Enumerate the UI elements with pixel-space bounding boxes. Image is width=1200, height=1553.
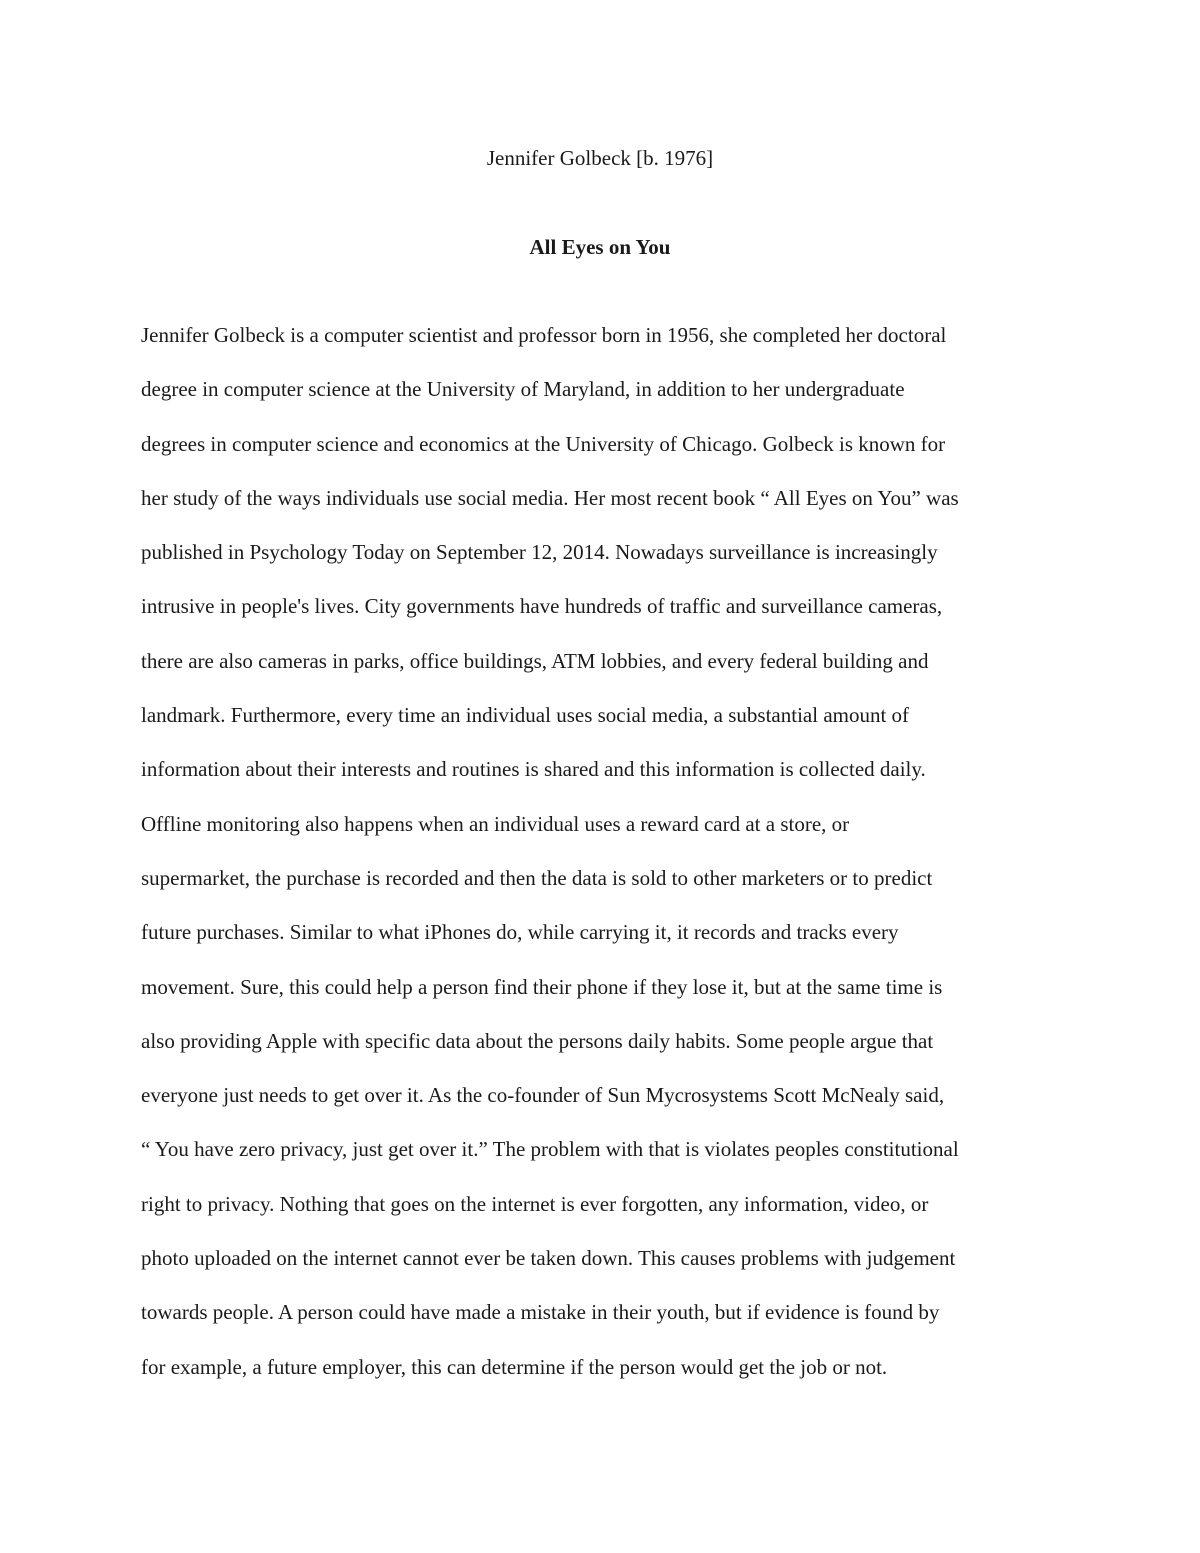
- body-paragraph: [141, 320, 1061, 1406]
- body-line: “ You have zero privacy, just get over it.” The problem with that is violates peoples constitutional: [141, 1137, 959, 1162]
- body-line: everyone just needs to get over it. As the co-founder of Sun Mycrosystems Scott McNealy said,: [141, 1083, 945, 1108]
- body-line: Offline monitoring also happens when an individual uses a reward card at a store, or: [141, 811, 850, 836]
- body-line: movement. Sure, this could help a person find their phone if they lose it, but at the same time is: [141, 974, 943, 999]
- body-line: towards people. A person could have made a mistake in their youth, but if evidence is found by: [141, 1300, 940, 1325]
- body-line: degrees in computer science and economics at the University of Chicago. Golbeck is known for: [141, 431, 946, 456]
- author-line: Jennifer Golbeck [b. 1976]: [486, 146, 714, 170]
- body-line: her study of the ways individuals use social media. Her most recent book “ All Eyes on You” was: [141, 485, 959, 510]
- body-line: published in Psychology Today on September 12, 2014. Nowadays surveillance is increasingly: [141, 540, 938, 565]
- body-line: intrusive in people's lives. City governments have hundreds of traffic and surveillance cameras,: [141, 594, 943, 619]
- body-line: supermarket, the purchase is recorded and then the data is sold to other marketers or to predict: [141, 865, 933, 890]
- body-line: for example, a future employer, this can determine if the person would get the job or not.: [141, 1354, 888, 1379]
- body-line: right to privacy. Nothing that goes on the internet is ever forgotten, any information, video, or: [141, 1191, 929, 1216]
- body-line: information about their interests and routines is shared and this information is collected daily.: [141, 757, 926, 782]
- body-line: also providing Apple with specific data about the persons daily habits. Some people argue that: [141, 1028, 934, 1053]
- body-line: degree in computer science at the University of Maryland, in addition to her undergraduate: [141, 377, 905, 402]
- body-line: future purchases. Similar to what iPhones do, while carrying it, it records and tracks every: [141, 920, 899, 945]
- document-title: All Eyes on You: [529, 235, 671, 259]
- body-line: there are also cameras in parks, office buildings, ATM lobbies, and every federal building and: [141, 648, 929, 673]
- body-line: photo uploaded on the internet cannot ever be taken down. This causes problems with judgement: [141, 1246, 956, 1271]
- body-line: Jennifer Golbeck is a computer scientist and professor born in 1956, she completed her doctoral: [141, 323, 947, 347]
- body-line: landmark. Furthermore, every time an individual uses social media, a substantial amount of: [141, 703, 910, 728]
